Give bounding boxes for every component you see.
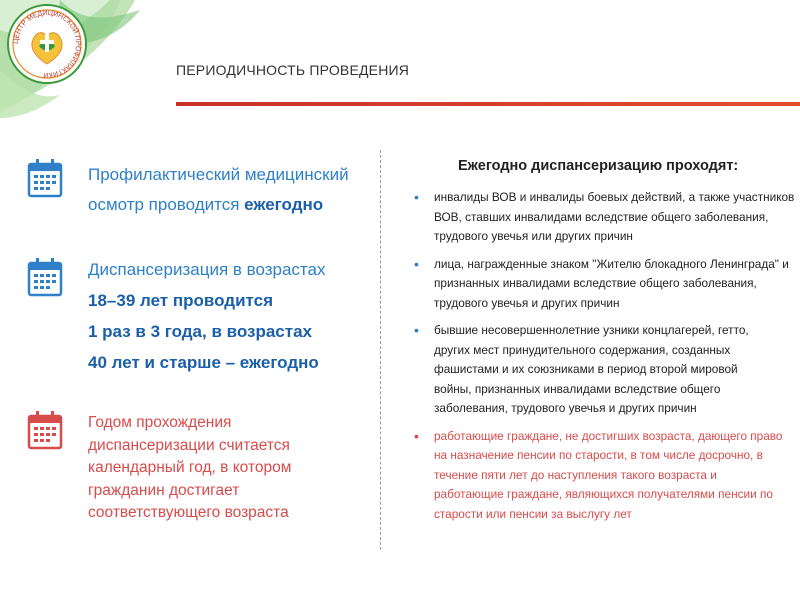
dispensary-line3: 1 раз в 3 года, в возрастах bbox=[88, 322, 312, 341]
list-item-line: ВОВ, ставших инвалидами вследствие общего заболевания, bbox=[434, 209, 769, 224]
dispensary-line2: 18–39 лет проводится bbox=[88, 291, 273, 310]
list-item-line: признанных инвалидами вследствие общего заболевания, bbox=[434, 276, 757, 290]
list-item-line: на назначение пенсии по старости, в том числе досрочно, в bbox=[434, 448, 763, 462]
list-item-line: старости или пенсии за выслугу лет bbox=[434, 506, 632, 521]
list-item-line: инвалиды ВОВ и инвалиды боевых действий, а также участников bbox=[434, 190, 795, 204]
slide-title: ПЕРИОДИЧНОСТЬ ПРОВЕДЕНИЯ bbox=[176, 62, 410, 78]
calendar-icon bbox=[27, 410, 63, 450]
list-item-line: войны, признанных инвалидами вследствие общего bbox=[434, 381, 721, 396]
list-item-line: заболевания, трудового увечья и других причин bbox=[434, 401, 697, 415]
list-item bbox=[412, 255, 796, 314]
eligible-heading: Ежегодно диспансеризацию проходят: bbox=[458, 158, 739, 174]
bullet-icon: • bbox=[414, 322, 419, 338]
checkup-line2-prefix: осмотр проводится bbox=[88, 195, 245, 214]
column-divider bbox=[380, 150, 381, 550]
checkup-line2 bbox=[88, 190, 349, 220]
year-line3: календарный год, в котором bbox=[88, 459, 292, 476]
list-item-line: бывшие несовершеннолетние узники концлагерей, гетто, bbox=[434, 323, 749, 337]
year-line2: диспансеризации считается bbox=[88, 436, 290, 454]
list-item-line: других мест принудительного содержания, созданных bbox=[434, 342, 731, 357]
dispensary-line1: Диспансеризация в возрастах bbox=[88, 260, 326, 279]
list-item-line: работающие граждане, являющихся получателями пенсии по bbox=[434, 487, 773, 501]
checkup-block bbox=[88, 160, 349, 220]
list-item-line: трудового увечья и других причин bbox=[434, 295, 620, 310]
list-item-line: лица, награжденные знаком "Жителю блокадного Ленинграда" и bbox=[434, 256, 789, 271]
year-definition-block bbox=[88, 412, 291, 525]
title-underline bbox=[176, 102, 800, 106]
eligible-list bbox=[412, 188, 796, 532]
list-item-line: работающие граждане, не достигших возраста, дающего право bbox=[434, 428, 783, 443]
organization-logo bbox=[7, 4, 87, 84]
list-item-line: фашистами и их союзниками в период второй мировой bbox=[434, 362, 738, 376]
checkup-frequency: ежегодно bbox=[244, 195, 324, 214]
dispensary-line4: 40 лет и старше – ежегодно bbox=[88, 353, 319, 372]
list-item bbox=[412, 427, 796, 525]
list-item bbox=[412, 188, 796, 247]
logo-ring-text: ЦЕНТР МЕДИЦИНСКОЙ ПРОФИЛАКТИКИ bbox=[12, 9, 82, 79]
dispensary-block bbox=[88, 254, 326, 378]
checkup-line1: Профилактический медицинский bbox=[88, 165, 349, 184]
year-line1: Годом прохождения bbox=[88, 414, 232, 431]
year-line4: гражданин достигает bbox=[88, 481, 240, 499]
bullet-icon: • bbox=[414, 427, 419, 444]
list-item bbox=[412, 321, 796, 419]
calendar-icon bbox=[27, 257, 63, 297]
year-line5: соответствующего возраста bbox=[88, 504, 289, 521]
list-item-line: трудового увечья или других причин bbox=[434, 229, 633, 243]
bullet-icon: • bbox=[414, 189, 419, 205]
calendar-icon bbox=[27, 158, 63, 198]
list-item-line: течение пяти лет до наступления такого возраста и bbox=[434, 467, 717, 482]
bullet-icon: • bbox=[414, 255, 419, 272]
